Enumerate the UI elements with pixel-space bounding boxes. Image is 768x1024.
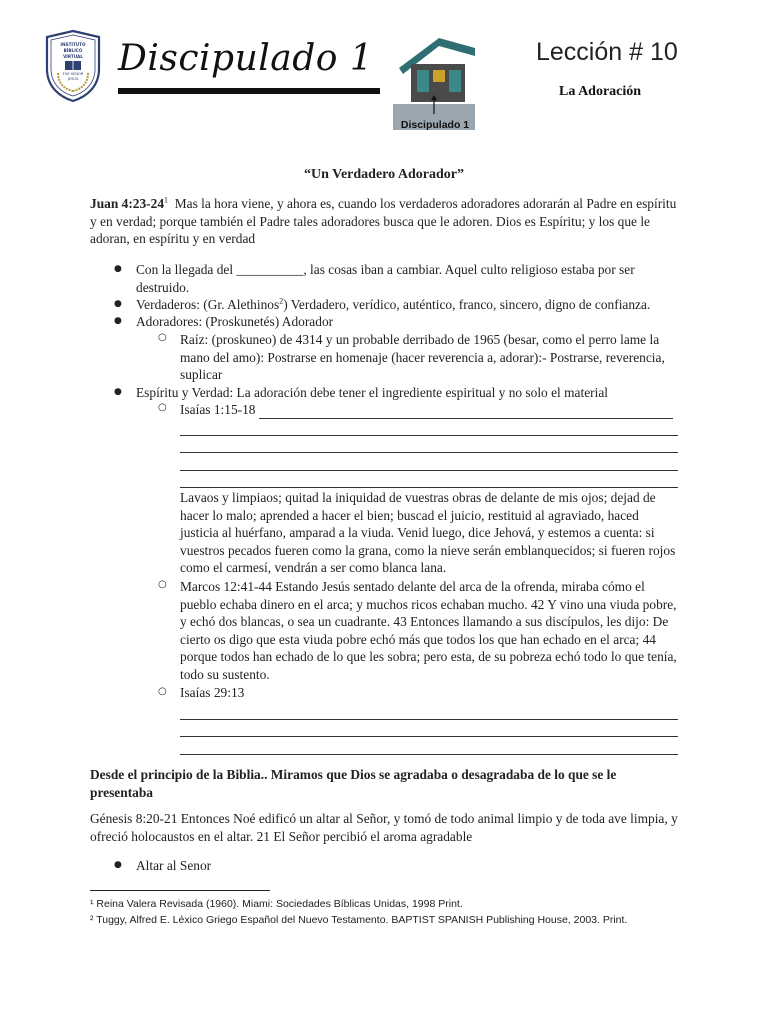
fill-in-lines[interactable] [180, 702, 678, 755]
circle-bullet-icon: ○ [158, 332, 167, 343]
list-item-text: ) Verdadero, verídico, auténtico, franco, sincero, digno de confianza. [283, 297, 651, 312]
circle-bullet-icon: ○ [158, 579, 167, 590]
footnote: ¹ Reina Valera Revisada (1960). Miami: Sociedades Bíblicas Unidas, 1998 Print. [90, 898, 463, 910]
list-item-text: Verdaderos: (Gr. Alethinos [136, 297, 280, 312]
section-heading: “Un Verdadero Adorador” [304, 167, 464, 182]
svg-text:VIRTUAL: VIRTUAL [63, 54, 83, 59]
intro-text: Mas la hora viene, y ahora es, cuando los verdaderos adoradores adorarán al Padre en espíritu y en verdad; porque también el Padre tales adoradores busca que le adoren. Dios es Espíritu; y los que le adoran, en espíritu y en verdad [90, 196, 677, 246]
svg-text:JESÚS: JESÚS [67, 77, 79, 81]
bullet-icon: ● [114, 316, 122, 326]
logo-caption: Discipulado 1 [400, 119, 470, 131]
svg-text:FUE SEÑOR: FUE SEÑOR [62, 72, 84, 76]
lesson-number: Lección # 10 [536, 38, 678, 66]
list-item: Adoradores: (Proskunetés) Adorador [136, 314, 334, 329]
svg-text:BÍBLICO: BÍBLICO [63, 48, 83, 53]
list-item: Espíritu y Verdad: La adoración debe tener el ingrediente espiritual y no solo el material [136, 385, 608, 400]
footnote-marker: 2 [279, 296, 284, 306]
sub-list-item: Raíz: (proskuneo) de 4314 y un probable derribado de 1965 (besar, como el perro lame la mano del amo): Postrarse en homenaje (hacer reverencia a, adorar):- Postrarse, reverencia, suplicar [180, 332, 665, 382]
bullet-icon: ● [114, 860, 122, 870]
intro-paragraph [90, 195, 680, 248]
fill-in-lines[interactable] [180, 418, 678, 488]
document-title: Discipulado 1 [118, 38, 374, 79]
circle-bullet-icon: ○ [158, 686, 167, 697]
bullet-icon: ● [114, 264, 122, 274]
section-heading: Desde el principio de la Biblia.. Miramos que Dios se agradaba o desagradaba de lo que se le presentaba [90, 767, 617, 800]
fill-in-line[interactable] [259, 401, 673, 419]
institute-seal-icon [44, 29, 102, 103]
scripture-label: Isaías 1:15-18 [180, 402, 256, 417]
footnote-divider [90, 890, 270, 891]
sub-list-item: Marcos 12:41-44 Estando Jesús sentado delante del arca de la ofrenda, miraba cómo el pueblo echaba dinero en el arca; y muchos ricos echaban mucho. 42 Y vino una viuda pobre, y echó dos blancas, o sea un cuadrante. 43 Entonces llamando a sus discípulos, les dijo: De cierto os digo que esta viuda pobre echó más que todos los que han echado en el arca; 44 porque todos han echado de lo que les sobra; pero esta, de su pobreza echó todo lo que tenía, todo su sustento. [180, 579, 677, 682]
footnote: ² Tuggy, Alfred E. Léxico Griego Español del Nuevo Testamento. BAPTIST SPANISH Publishing House, 2003. Print. [90, 914, 628, 926]
list-item: Altar al Senor [136, 858, 212, 873]
lesson-topic: La Adoración [559, 84, 642, 99]
bullet-icon: ● [114, 299, 122, 309]
circle-bullet-icon: ○ [158, 402, 167, 413]
title-underline [118, 88, 380, 94]
sub-list-item: Isaías 29:13 [180, 685, 245, 700]
list-item [136, 296, 696, 314]
footnote-marker: 1 [164, 195, 169, 205]
scripture-text: Lavaos y limpiaos; quitad la iniquidad de vuestras obras de delante de mis ojos; dejad de hacer lo malo; aprended a hacer el bien; buscad el juicio, restituid al agraviado, haced justicia al huérfano, amparad a la viuda. Venid luego, dice Jehová, y estemos a cuenta: si vuestros pecados fueren como la grana, como la nieve serán emblanquecidos; si fueren rojos como el carmesí, vendrán a ser como blanca lana. [180, 490, 676, 575]
paragraph: Génesis 8:20-21 Entonces Noé edificó un altar al Señor, y tomó de todo animal limpio y de toda ave limpia, y ofreció holocaustos en el altar. 21 El Señor percibió el aroma agradable [90, 811, 678, 844]
svg-text:INSTITUTO: INSTITUTO [60, 42, 86, 47]
scripture-reference: Juan 4:23-24 [90, 196, 165, 211]
bullet-icon: ● [114, 387, 122, 397]
list-item: Con la llegada del __________, las cosas iban a cambiar. Aquel culto religioso estaba por ser destruido. [136, 262, 635, 295]
